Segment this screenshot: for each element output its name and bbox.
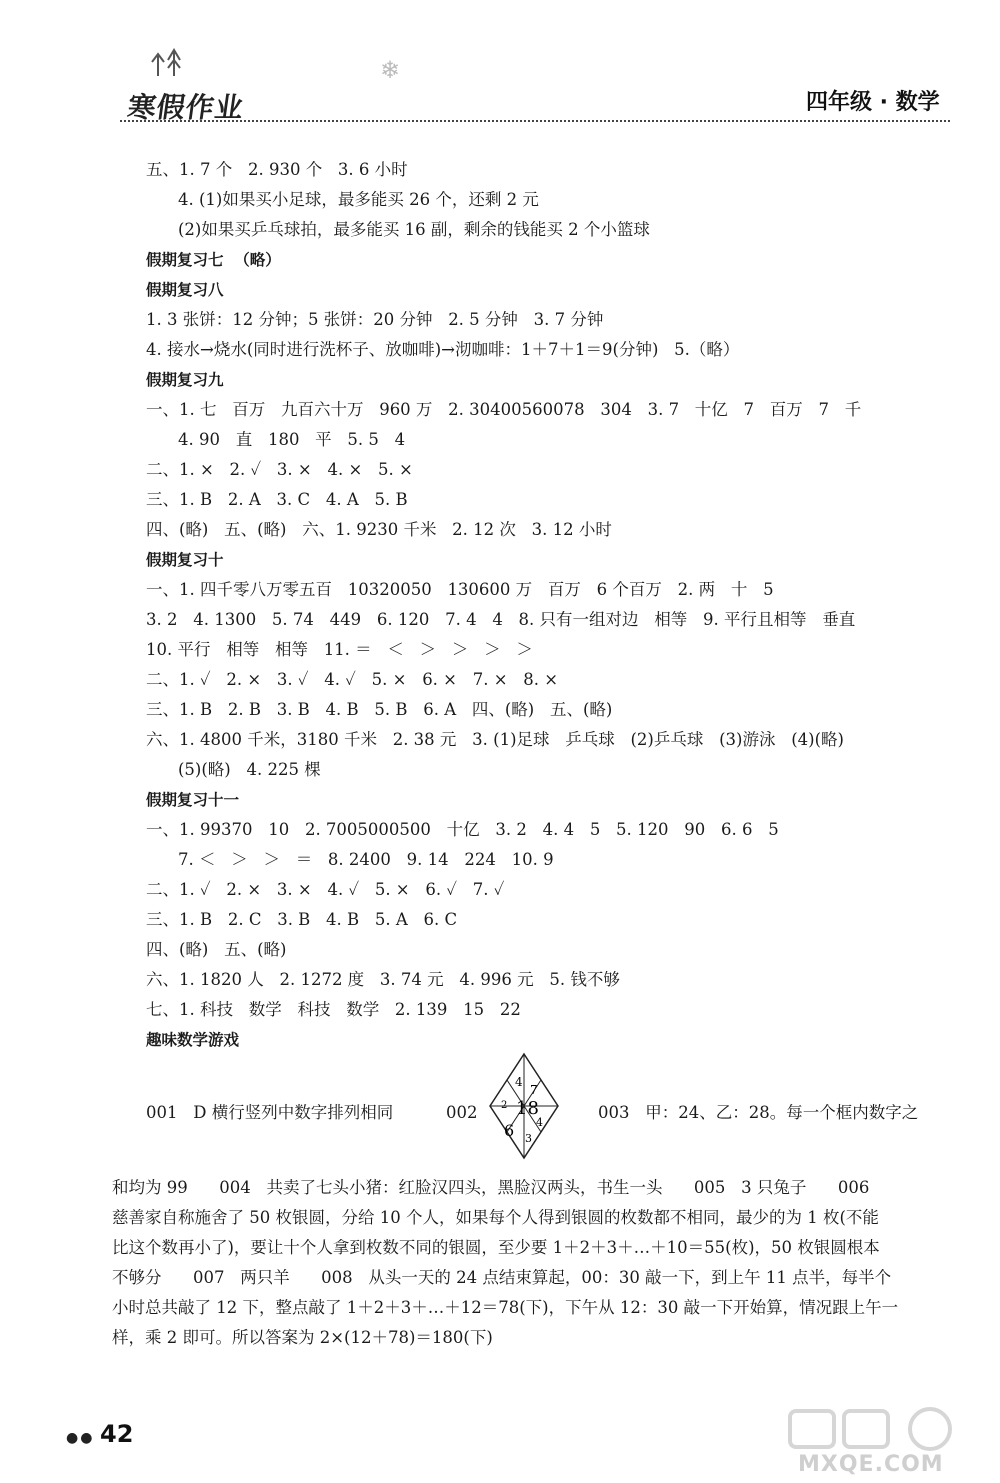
section-heading: 假期复习八 (146, 281, 224, 299)
answer-line: 六、1. 1820 人 2. 1272 度 3. 74 元 4. 996 元 5. 钱不够 (146, 970, 620, 989)
page-header (0, 0, 1000, 130)
answer-line: 七、1. 科技 数学 科技 数学 2. 139 15 22 (146, 1000, 521, 1019)
page-number: 42 (100, 1420, 134, 1448)
game-003-answer: 003 甲：24、乙：28。每一个框内数字之 (598, 1103, 919, 1122)
answer-line: 一、1. 四千零八万零五百 10320050 130600 万 百万 6 个百万 2. 两 十 5 (146, 580, 774, 599)
answer-line: 四、(略) 五、(略) 六、1. 9230 千米 2. 12 次 3. 12 小时 (146, 520, 612, 539)
answer-line: 二、1. ✓ 2. × 3. ✓ 4. ✓ 5. × 6. × 7. × 8. × (146, 670, 559, 689)
answer-line: 10. 平行 相等 相等 11. ＝ ＜ ＞ ＞ ＞ ＞ (146, 640, 533, 659)
section-heading: 趣味数学游戏 (146, 1031, 240, 1049)
game-paragraph-line: 不够分 007 两只羊 008 从头一天的 24 点结束算起，00：30 敲一下，到上午 11 点半，每半个 (112, 1268, 892, 1287)
answer-line: 三、1. B 2. B 3. B 4. B 5. B 6. A 四、(略) 五、(略) (146, 700, 613, 719)
diamond-number: 6 (504, 1121, 515, 1140)
answer-line: (2)如果买乒乓球拍，最多能买 16 副，剩余的钱能买 2 个小篮球 (178, 220, 650, 239)
game-paragraph-line: 比这个数再小了)，要让十个人拿到枚数不同的银圆，至少要 1＋2＋3＋…＋10＝55(枚)，50 枚银圆根本 (112, 1238, 880, 1257)
grade-subject-label: 四年级 · 数学 (806, 90, 940, 115)
winter-tree-icon (148, 46, 188, 80)
watermark-text: MXQE.COM (798, 1452, 944, 1477)
diamond-number: 7 (530, 1083, 538, 1097)
answer-line: 一、1. 七 百万 九百六十万 960 万 2. 30400560078 304 3. 7 十亿 7 百万 7 千 (146, 400, 862, 419)
answer-line: 三、1. B 2. C 3. B 4. B 5. A 6. C (146, 910, 458, 929)
diamond-number: 4 (536, 1116, 543, 1129)
game-002-label: 002 (446, 1103, 478, 1122)
answer-line: 五、1. 7 个 2. 930 个 3. 6 小时 (146, 160, 408, 179)
snowflake-icon: ❄ (380, 56, 401, 84)
answer-line: 二、1. ✓ 2. × 3. × 4. ✓ 5. × 6. ✓ 7. ✓ (146, 880, 505, 899)
answer-line: 1. 3 张饼：12 分钟；5 张饼：20 分钟 2. 5 分钟 3. 7 分钟 (146, 310, 604, 329)
game-paragraph-line: 样，乘 2 即可。所以答案为 2×(12＋78)＝180(下) (112, 1328, 493, 1347)
diamond-number-puzzle (488, 1052, 560, 1160)
answer-line: 4. (1)如果买小足球，最多能买 26 个，还剩 2 元 (178, 190, 539, 209)
answer-line: 二、1. × 2. ✓ 3. × 4. × 5. × (146, 460, 413, 479)
game-001-answer: 001 D 横行竖列中数字排列相同 (146, 1103, 394, 1122)
diamond-number: 4 (515, 1075, 523, 1089)
answer-line: 四、(略) 五、(略) (146, 940, 287, 959)
section-heading: 假期复习七 （略） (146, 251, 281, 269)
answer-line: 4. 接水→烧水(同时进行洗杯子、放咖啡)→沏咖啡：1＋7＋1＝9(分钟) 5.（略） (146, 340, 740, 359)
section-heading: 假期复习十一 (146, 791, 240, 809)
diamond-number: 3 (525, 1132, 532, 1145)
game-paragraph-line: 和均为 99 004 共卖了七头小猪：红脸汉四头，黑脸汉两头，书生一头 005 3 只兔子 006 (112, 1178, 870, 1197)
section-heading: 假期复习十 (146, 551, 224, 569)
section-heading: 假期复习九 (146, 371, 224, 389)
book-logo-title: 寒假作业 (125, 91, 247, 124)
game-paragraph-line: 小时总共敲了 12 下，整点敲了 1＋2＋3＋…＋12＝78(下)，下午从 12：30 敲一下开始算，情况跟上午一 (112, 1298, 899, 1317)
answer-line: 4. 90 直 180 平 5. 5 4 (178, 430, 406, 449)
answer-line: 六、1. 4800 千米，3180 千米 2. 38 元 3. (1)足球 乒乓球 (2)乒乓球 (3)游泳 (4)(略) (146, 730, 844, 749)
answer-line: (5)(略) 4. 225 棵 (178, 760, 321, 779)
answer-line: 7. ＜ ＞ ＞ ＝ 8. 2400 9. 14 224 10. 9 (178, 850, 554, 869)
game-paragraph-line: 慈善家自称施舍了 50 枚银圆，分给 10 个人，如果每个人得到银圆的枚数都不相同，最少的为 1 枚(不能 (112, 1208, 879, 1227)
answer-line: 三、1. B 2. A 3. C 4. A 5. B (146, 490, 408, 509)
footer-dots: ●● (66, 1430, 95, 1446)
answer-line: 3. 2 4. 1300 5. 74 449 6. 120 7. 4 4 8. 只有一组对边 相等 9. 平行且相等 垂直 (146, 610, 856, 629)
diamond-number: 18 (516, 1098, 539, 1119)
header-divider (120, 120, 950, 122)
answer-line: 一、1. 99370 10 2. 7005000500 十亿 3. 2 4. 4 5 5. 120 90 6. 6 5 (146, 820, 779, 839)
diamond-number: 2 (501, 1100, 508, 1111)
